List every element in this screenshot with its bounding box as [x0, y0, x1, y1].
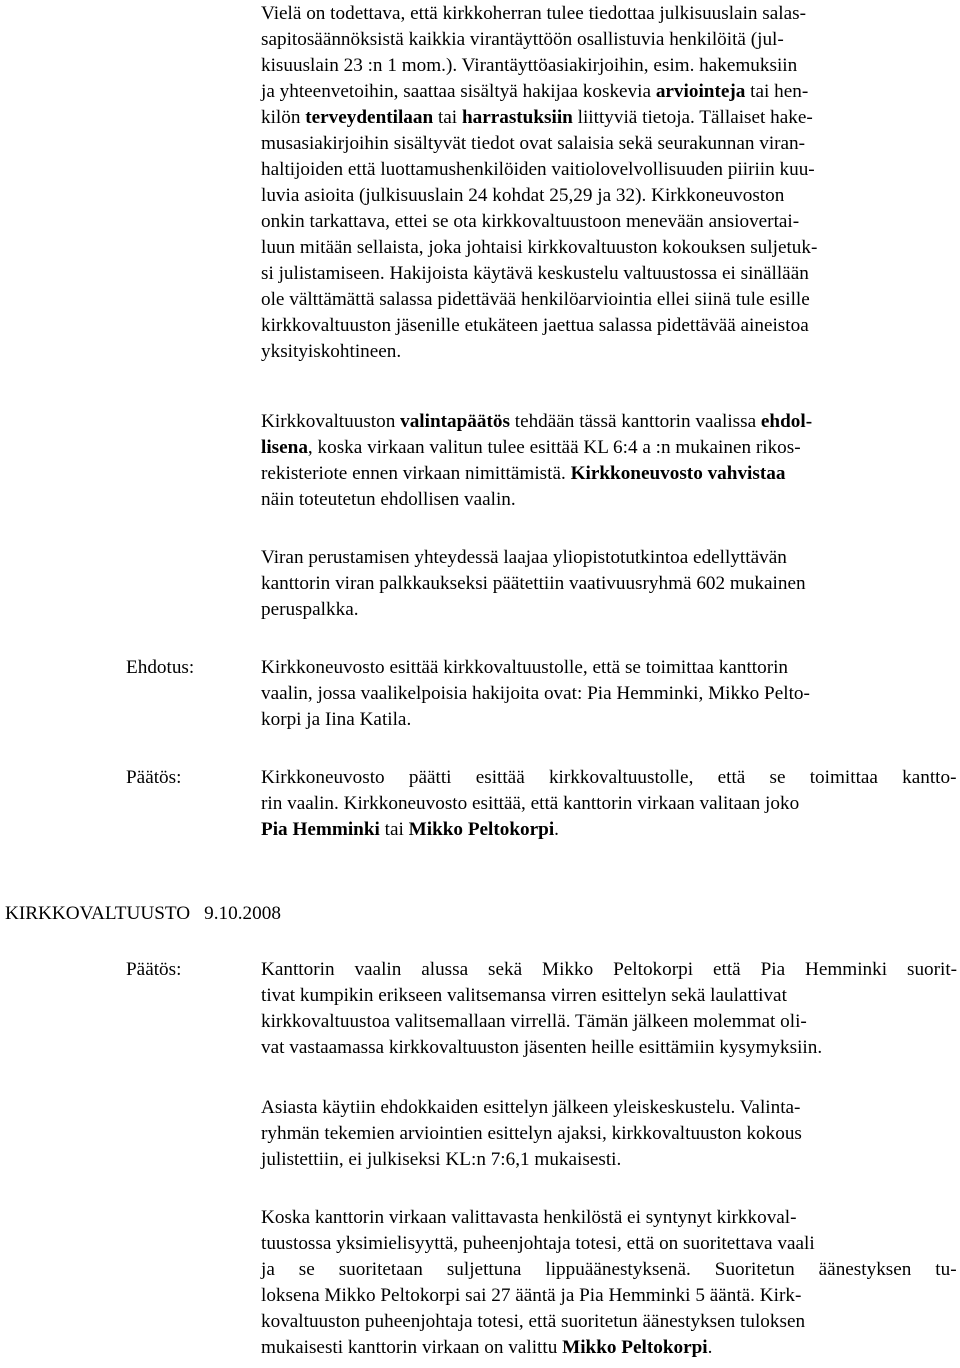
text-run: loksena Mikko Peltokorpi sai 27 ääntä ja Pia Hemminki 5 ääntä. Kirk- — [261, 1285, 802, 1306]
paatos-label: Päätös: — [126, 959, 182, 980]
text-run: Kanttorin vaalin alussa sekä Mikko Peltokorpi että Pia Hemminki suorit- — [261, 959, 958, 980]
text-run: kilön — [261, 107, 306, 128]
text-line — [261, 409, 812, 435]
text-run: luun mitään sellaista, joka johtaisi kirkkovaltuuston kokouksen suljetuk- — [261, 237, 818, 258]
text-run: haltijoiden että luottamushenkilöiden vaitiolovelvollisuuden piiriin kuu- — [261, 159, 815, 180]
paatos-label: Päätös: — [126, 767, 182, 788]
text-run: rin vaalin. Kirkkoneuvosto esittää, että kanttorin virkaan valitaan joko — [261, 793, 800, 814]
text-run: julistettiin, ei julkiseksi KL:n 7:6,1 mukaisesti. — [261, 1149, 622, 1170]
text-line — [261, 765, 957, 791]
text-run: luvia asioita (julkisuuslain 24 kohdat 25,29 ja 32). Kirkkoneuvoston — [261, 185, 785, 206]
text-run: musasiakirjoihin sisältyvät tiedot ovat salaisia sekä seurakunnan viran- — [261, 133, 806, 154]
bold-text: Kirkkoneuvosto vahvistaa — [570, 463, 786, 484]
text-line — [261, 1095, 800, 1121]
bold-text: ehdol- — [760, 411, 813, 432]
text-run: . — [707, 1337, 713, 1358]
text-run: ryhmän tekemien arviointien esittelyn ajaksi, kirkkovaltuuston kokous — [261, 1123, 802, 1144]
text-line — [261, 1121, 802, 1147]
text-line — [261, 571, 806, 597]
text-run: Koska kanttorin virkaan valittavasta henkilöstä ei syntynyt kirkkoval- — [261, 1207, 797, 1228]
bold-text: harrastuksiin — [461, 107, 573, 128]
text-line — [261, 487, 516, 513]
text-line — [261, 131, 805, 157]
text-line — [261, 27, 784, 53]
text-line — [261, 1035, 822, 1061]
text-run: ja se suoritetaan suljettuna lippuäänestyksenä. Suoritetun äänestyksen tu- — [261, 1259, 957, 1280]
text-line — [261, 681, 810, 707]
text-line — [261, 313, 809, 339]
ehdotus-label: Ehdotus: — [126, 657, 195, 678]
text-line — [261, 1231, 815, 1257]
text-run: liittyviä tietoja. Tällaiset hake- — [572, 107, 813, 128]
text-run: Kirkkoneuvosto esittää kirkkovaltuustolle, että se toimittaa kanttorin — [261, 657, 789, 678]
text-run: tai hen- — [745, 81, 809, 102]
text-line — [261, 545, 787, 571]
text-run: Kirkkoneuvosto päätti esittää kirkkovaltuustolle, että se toimittaa kantto- — [261, 767, 957, 788]
text-line — [261, 287, 810, 313]
bold-text: Pia Hemminki — [261, 819, 380, 840]
text-line — [261, 597, 359, 623]
text-run: Vielä on todettava, että kirkkoherran tulee tiedottaa julkisuuslain salas- — [261, 3, 806, 24]
text-run: kovaltuuston puheenjohtaja totesi, että suoritetun äänestyksen tuloksen — [261, 1311, 806, 1332]
bold-text: Mikko Peltokorpi — [408, 819, 555, 840]
text-line — [261, 1009, 807, 1035]
text-line — [261, 209, 799, 235]
text-run: tehdään tässä kanttorin vaalissa — [509, 411, 761, 432]
text-run: ja yhteenvetoihin, saattaa sisältyä hakijaa koskevia — [261, 81, 656, 102]
text-run: ole välttämättä salassa pidettävää henkilöarviointia ellei siinä tule esille — [261, 289, 810, 310]
text-run: tai — [379, 819, 409, 840]
text-line — [261, 261, 809, 287]
text-line — [261, 461, 785, 487]
text-line — [261, 235, 817, 261]
text-run: Viran perustamisen yhteydessä laajaa yliopistotutkintoa edellyttävän — [261, 547, 787, 568]
text-run: näin toteutetun ehdollisen vaalin. — [261, 489, 516, 510]
text-run: tivat kumpikin erikseen valitsemansa virren esittelyn sekä laulattivat — [261, 985, 787, 1006]
text-run: Asiasta käytiin ehdokkaiden esittelyn jälkeen yleiskeskustelu. Valinta- — [261, 1097, 801, 1118]
text-run: Kirkkovaltuuston — [261, 411, 401, 432]
text-line — [261, 1335, 712, 1361]
text-run: yksityiskohtineen. — [261, 341, 402, 362]
text-line — [261, 435, 801, 461]
text-run: korpi ja Iina Katila. — [261, 709, 412, 730]
text-line — [261, 1147, 621, 1173]
text-line — [261, 339, 401, 365]
text-line — [261, 1257, 957, 1283]
text-line — [261, 1283, 801, 1309]
text-line — [261, 817, 559, 843]
text-run: kirkkovaltuuston jäsenille etukäteen jaettua salassa pidettävää aineistoa — [261, 315, 809, 336]
text-run: rekisteriote ennen virkaan nimittämistä. — [261, 463, 571, 484]
text-run: sapitosäännöksistä kaikkia virantäyttöön osallistuvia henkilöitä (jul- — [261, 29, 784, 50]
text-line — [261, 957, 957, 983]
section-heading — [5, 901, 281, 927]
text-line — [261, 183, 784, 209]
text-line — [261, 1, 806, 27]
text-line — [261, 105, 813, 131]
bold-text: Mikko Peltokorpi — [562, 1337, 708, 1358]
heading-title: KIRKKOVALTUUSTO — [5, 903, 191, 924]
text-run: vaalin, jossa vaalikelpoisia hakijoita ovat: Pia Hemminki, Mikko Pelto- — [261, 683, 810, 704]
text-run: mukaisesti kanttorin virkaan on valittu — [261, 1337, 563, 1358]
text-run: tai — [433, 107, 462, 128]
text-run: tuustossa yksimielisyyttä, puheenjohtaja totesi, että on suoritettava vaali — [261, 1233, 815, 1254]
text-line — [261, 53, 797, 79]
bold-text: arviointeja — [655, 81, 746, 102]
text-run: , koska virkaan valitun tulee esittää KL 6:4 a :n mukainen rikos- — [307, 437, 801, 458]
text-run: onkin tarkattava, ettei se ota kirkkovaltuustoon menevään ansiovertai- — [261, 211, 800, 232]
text-line — [261, 983, 787, 1009]
text-line — [261, 1205, 797, 1231]
text-line — [261, 79, 808, 105]
text-line — [261, 707, 411, 733]
text-run: peruspalkka. — [261, 599, 359, 620]
text-run: kirkkovaltuustoa valitsemallaan virrellä. Tämän jälkeen molemmat oli- — [261, 1011, 807, 1032]
heading-date: 9.10.2008 — [204, 903, 281, 924]
text-line — [261, 1309, 805, 1335]
text-run: . — [554, 819, 559, 840]
text-run: kanttorin viran palkkaukseksi päätettiin vaativuusryhmä 602 mukainen — [261, 573, 806, 594]
text-line — [261, 157, 815, 183]
text-run: kisuuslain 23 :n 1 mom.). Virantäyttöasiakirjoihin, esim. hakemuksiin — [261, 55, 798, 76]
text-line — [261, 791, 799, 817]
text-run: vat vastaamassa kirkkovaltuuston jäsenten heille esittämiin kysymyksiin. — [261, 1037, 823, 1058]
bold-text: lisena — [261, 437, 308, 458]
bold-text: valintapäätös — [400, 411, 510, 432]
text-line — [261, 655, 788, 681]
bold-text: terveydentilaan — [305, 107, 434, 128]
text-run: si julistamiseen. Hakijoista käytävä keskustelu valtuustossa ei sinällään — [261, 263, 809, 284]
